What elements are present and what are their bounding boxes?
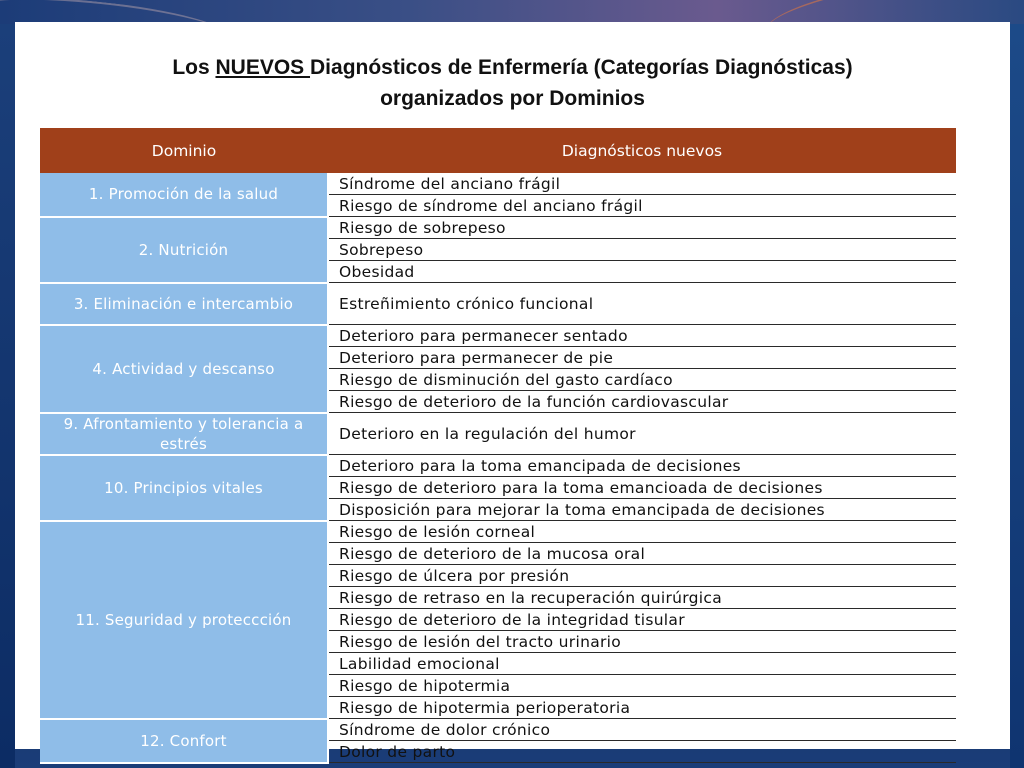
diagnosis-cell: Obesidad bbox=[328, 261, 956, 283]
domain-cell: 1. Promoción de la salud bbox=[40, 173, 328, 217]
domain-cell: 9. Afrontamiento y tolerancia a estrés bbox=[40, 413, 328, 455]
diagnosis-cell: Riesgo de hipotermia perioperatoria bbox=[328, 697, 956, 719]
diagnosis-cell: Riesgo de lesión del tracto urinario bbox=[328, 631, 956, 653]
domain-cell: 3. Eliminación e intercambio bbox=[40, 283, 328, 325]
slide-right-border bbox=[1010, 24, 1024, 768]
table-row bbox=[40, 217, 956, 239]
diagnosis-cell: Sobrepeso bbox=[328, 239, 956, 261]
diagnosis-cell: Riesgo de retraso en la recuperación quirúrgica bbox=[328, 587, 956, 609]
diagnosis-cell: Deterioro en la regulación del humor bbox=[328, 413, 956, 455]
title-suffix: Diagnósticos de Enfermería (Categorías Diagnósticas) bbox=[310, 56, 853, 79]
domain-cell: 2. Nutrición bbox=[40, 217, 328, 283]
diagnosis-cell: Riesgo de úlcera por presión bbox=[328, 565, 956, 587]
diagnoses-table bbox=[40, 128, 956, 764]
diagnosis-cell: Síndrome del anciano frágil bbox=[328, 173, 956, 195]
diagnosis-cell: Deterioro para la toma emancipada de decisiones bbox=[328, 455, 956, 477]
title-underlined-word: NUEVOS bbox=[215, 56, 311, 79]
slide-title bbox=[15, 52, 1010, 114]
diagnosis-cell: Disposición para mejorar la toma emancipada de decisiones bbox=[328, 499, 956, 521]
diagnosis-cell: Estreñimiento crónico funcional bbox=[328, 283, 956, 325]
slide-left-border bbox=[0, 24, 15, 768]
diagnosis-cell: Deterioro para permanecer de pie bbox=[328, 347, 956, 369]
diagnosis-cell: Riesgo de disminución del gasto cardíaco bbox=[328, 369, 956, 391]
diagnosis-cell: Labilidad emocional bbox=[328, 653, 956, 675]
diagnosis-cell: Deterioro para permanecer sentado bbox=[328, 325, 956, 347]
diagnosis-cell: Riesgo de síndrome del anciano frágil bbox=[328, 195, 956, 217]
table-body bbox=[40, 173, 956, 763]
diagnosis-cell: Síndrome de dolor crónico bbox=[328, 719, 956, 741]
table-row bbox=[40, 325, 956, 347]
diagnosis-cell: Riesgo de deterioro de la función cardiovascular bbox=[328, 391, 956, 413]
diagnosis-cell: Riesgo de deterioro de la integridad tisular bbox=[328, 609, 956, 631]
table-row bbox=[40, 283, 956, 325]
domain-cell: 10. Principios vitales bbox=[40, 455, 328, 521]
table-row bbox=[40, 173, 956, 195]
title-line-1 bbox=[15, 52, 1010, 83]
title-prefix: Los bbox=[172, 56, 216, 79]
domain-cell: 11. Seguridad y proteccción bbox=[40, 521, 328, 719]
diagnosis-cell: Riesgo de sobrepeso bbox=[328, 217, 956, 239]
table-row bbox=[40, 719, 956, 741]
diagnosis-cell: Dolor de parto bbox=[328, 741, 956, 763]
header-dominio: Dominio bbox=[40, 128, 328, 173]
diagnosis-cell: Riesgo de deterioro para la toma emancioada de decisiones bbox=[328, 477, 956, 499]
table-row bbox=[40, 521, 956, 543]
diagnosis-cell: Riesgo de lesión corneal bbox=[328, 521, 956, 543]
domain-cell: 12. Confort bbox=[40, 719, 328, 763]
table-row bbox=[40, 455, 956, 477]
table-header-row bbox=[40, 128, 956, 173]
domain-cell: 4. Actividad y descanso bbox=[40, 325, 328, 413]
title-line-2: organizados por Dominios bbox=[380, 87, 645, 110]
diagnosis-cell: Riesgo de hipotermia bbox=[328, 675, 956, 697]
header-diagnosticos-nuevos: Diagnósticos nuevos bbox=[328, 128, 956, 173]
diagnosis-cell: Riesgo de deterioro de la mucosa oral bbox=[328, 543, 956, 565]
table-row bbox=[40, 413, 956, 455]
